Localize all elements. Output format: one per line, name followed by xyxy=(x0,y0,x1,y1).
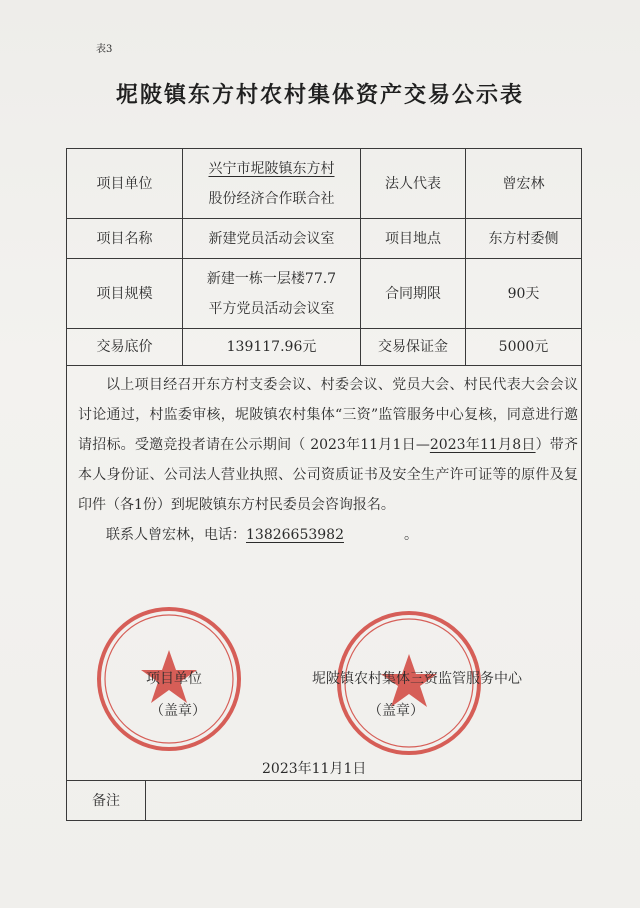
remarks-value xyxy=(146,781,581,820)
notice-body xyxy=(78,370,578,550)
unit-value-line2: 股份经济合作联合社 xyxy=(208,190,335,207)
term-label: 合同期限 xyxy=(385,285,441,302)
contact-line xyxy=(78,520,578,550)
unit-value xyxy=(183,149,360,218)
form-tag: 表3 xyxy=(96,44,113,55)
location-value: 东方村委侧 xyxy=(488,230,559,247)
rep-value: 曾宏林 xyxy=(502,175,545,192)
right-signature-label: 坭陂镇农村集体三资监管服务中心 xyxy=(312,671,522,687)
deposit-value: 5000元 xyxy=(498,339,549,355)
notice-end-date: 2023年11月8日 xyxy=(429,437,536,453)
scale-value-line2: 平方党员活动会议室 xyxy=(208,300,335,317)
price-label: 交易底价 xyxy=(96,339,153,355)
left-seal-note: （盖章） xyxy=(150,703,206,719)
page-title: 坭陂镇东方村农村集体资产交易公示表 xyxy=(115,83,524,108)
scale-label: 项目规模 xyxy=(96,285,153,302)
scale-value-line1: 新建一栋一层楼77.7 xyxy=(206,270,337,287)
notice-paragraph xyxy=(78,370,578,520)
row-divider xyxy=(66,365,582,366)
unit-label: 项目单位 xyxy=(96,175,153,192)
scale-value xyxy=(183,259,360,328)
contact-phone: 13826653982 xyxy=(246,527,344,543)
table-border-bottom xyxy=(66,820,582,821)
signing-date: 2023年11月1日 xyxy=(262,761,367,777)
name-value: 新建党员活动会议室 xyxy=(208,230,335,247)
name-label: 项目名称 xyxy=(96,230,153,247)
left-signature-label: 项目单位 xyxy=(146,671,202,687)
notice-text-a: 以上项目经召开东方村支委会议、村委会议、党员大会、村民代表大会会议讨论通过，村监委审核，坭陂镇农村集体“三资”监管服务中心复核，同意进行邀请招标。受邀竞投者请在公示期间（ 2023年11月1日— xyxy=(78,377,578,453)
notice-text-b: ）带齐本人身份证、公司法人营业执照、公司资质证书及安全生产许可证等的原件及复印件（各1份）到坭陂镇东方村民委员会咨询报名。 xyxy=(78,437,579,513)
table-border-right xyxy=(581,148,582,820)
rep-label: 法人代表 xyxy=(385,175,441,192)
contact-suffix: 。 xyxy=(403,527,418,543)
unit-value-line1: 兴宁市坭陂镇东方村 xyxy=(208,160,335,177)
term-value: 90天 xyxy=(507,285,540,302)
remarks-label: 备注 xyxy=(92,792,120,809)
price-value: 139117.96元 xyxy=(226,339,317,355)
deposit-label: 交易保证金 xyxy=(378,339,448,355)
location-label: 项目地点 xyxy=(385,230,441,247)
right-seal-note: （盖章） xyxy=(368,703,424,719)
contact-prefix: 联系人曾宏林，电话： xyxy=(106,527,246,543)
